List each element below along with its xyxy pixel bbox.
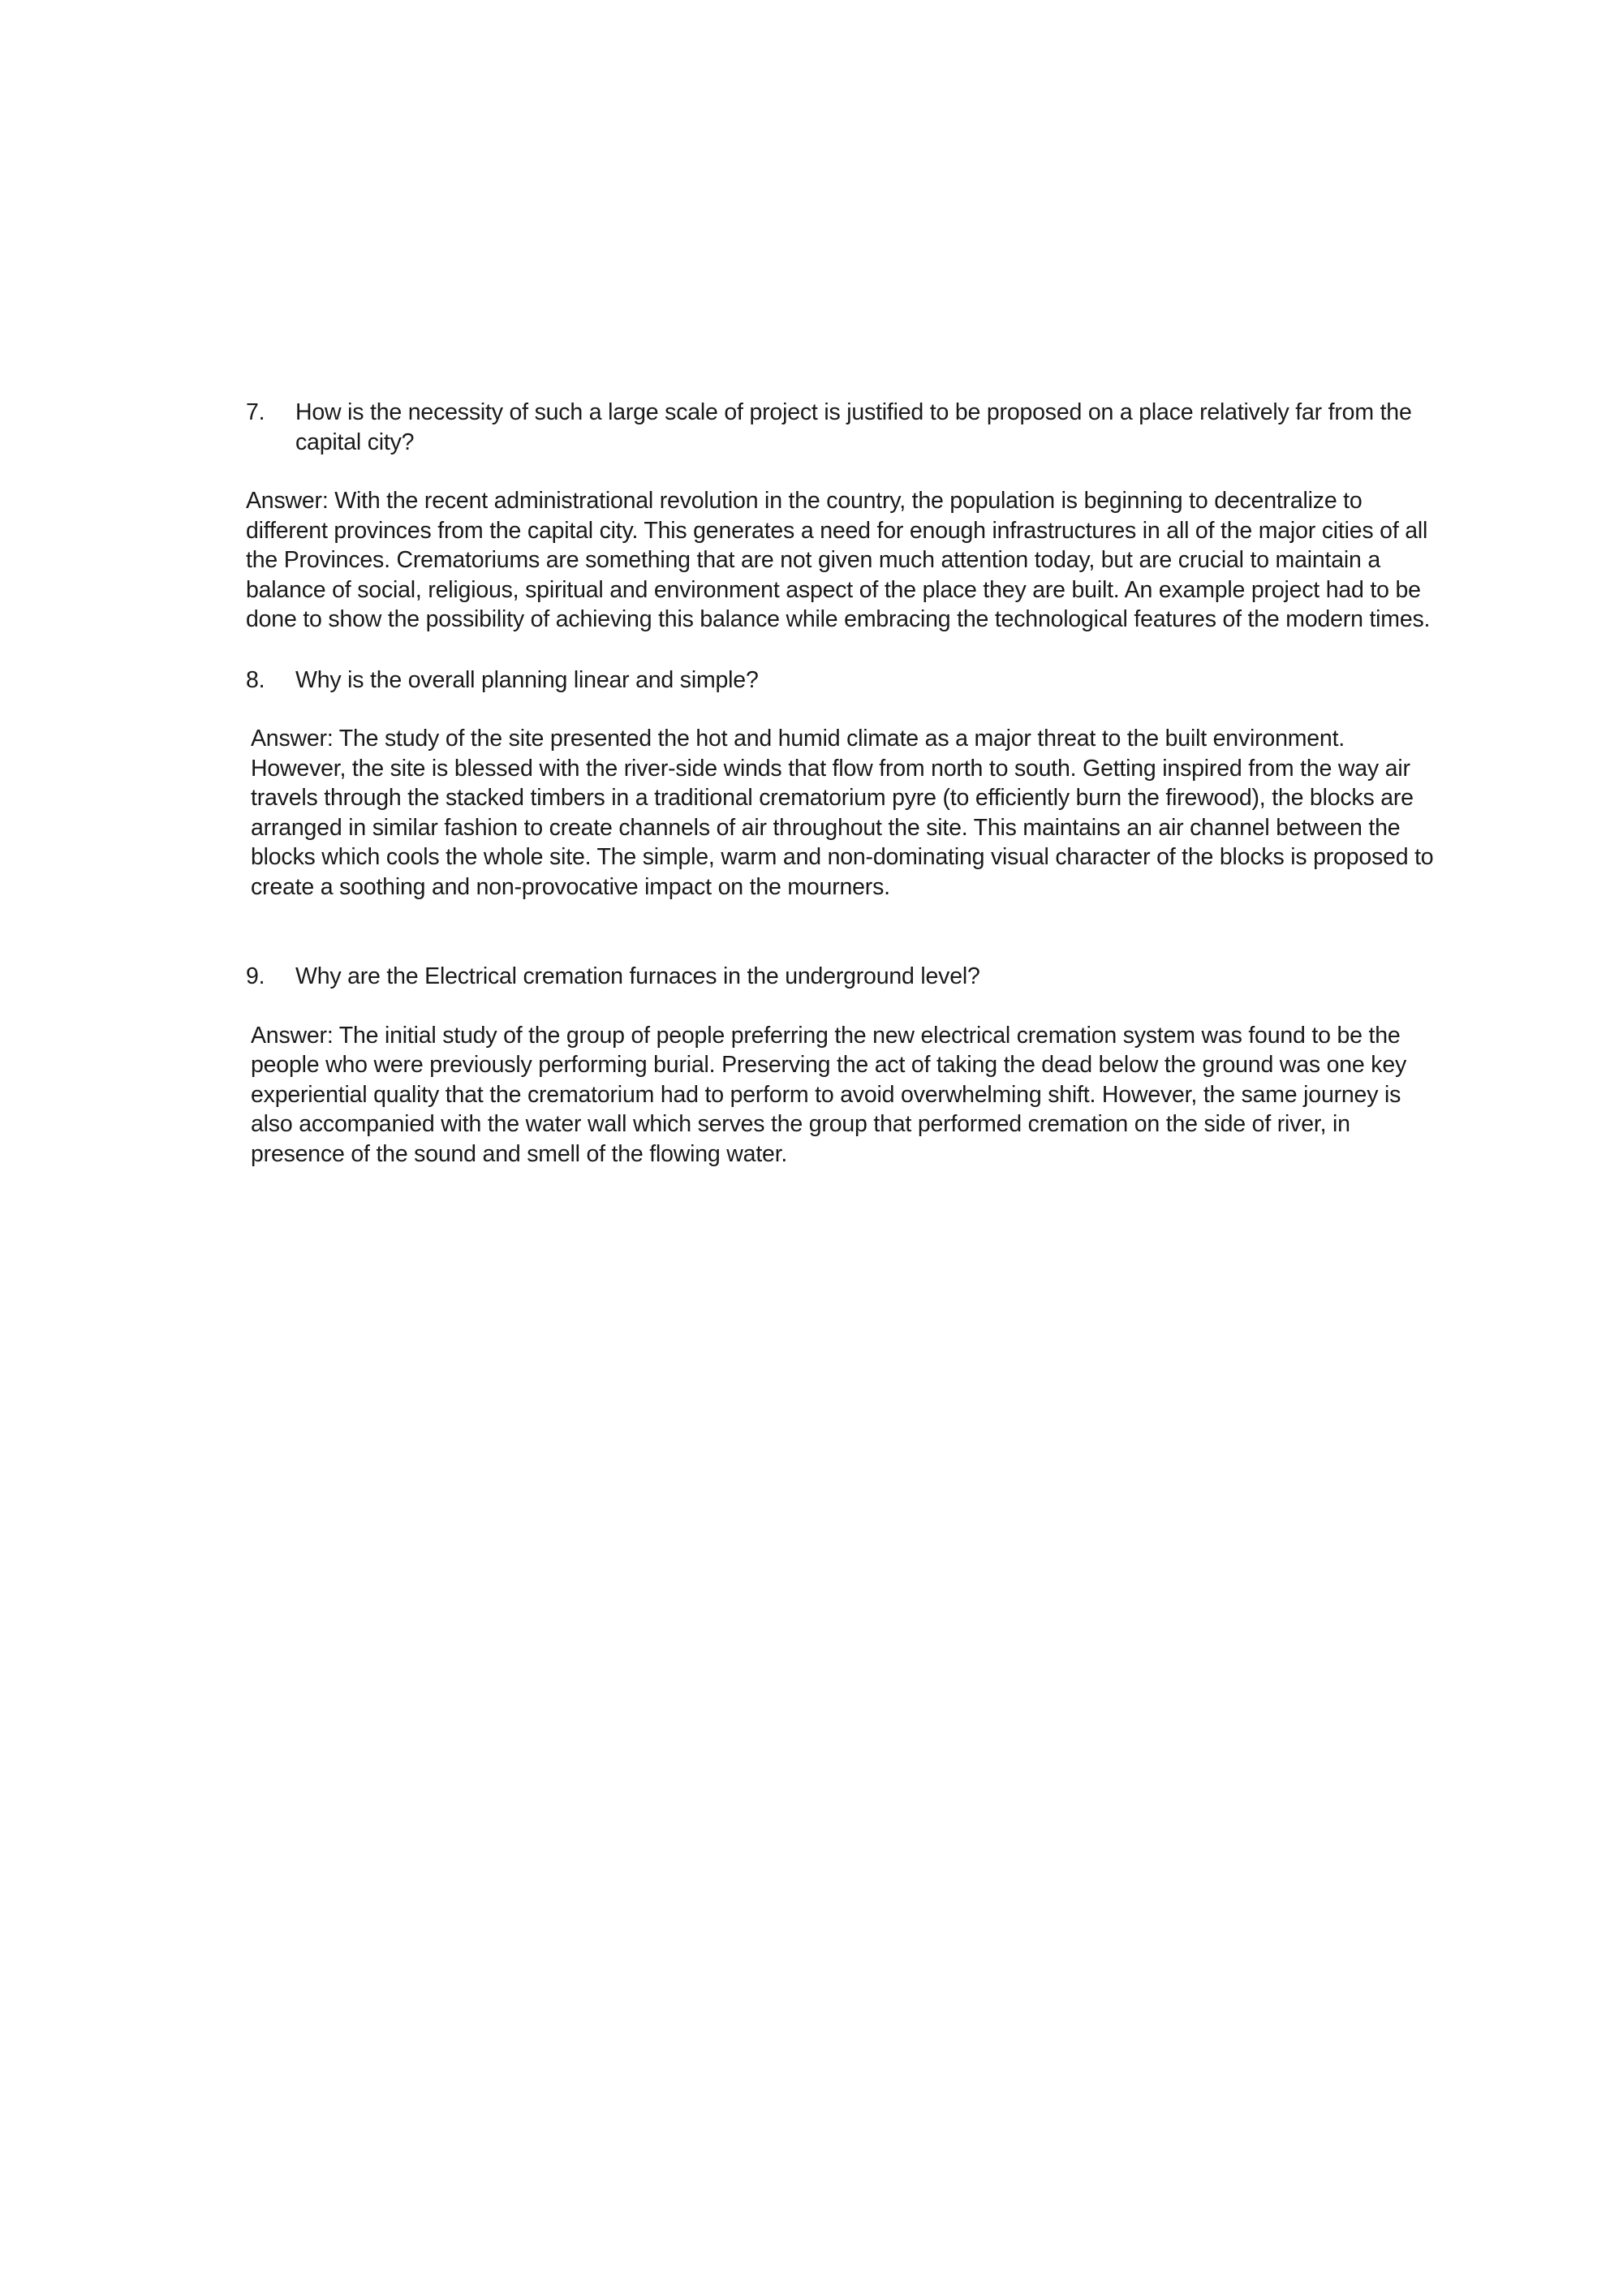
question-text: Why is the overall planning linear and simple? [295, 666, 759, 693]
answer-8: Answer: The study of the site presented the hot and humid climate as a major threat to the built environment. However, the site is blessed with the river-side winds that flow from north to south. Getting inspired from the way air travels through the stacked timbers in a traditional crematorium pyre (to efficiently burn the firewood), the blocks are arranged in similar fashion to create channels of air throughout the site. This maintains an air channel between the blocks which cools the whole site. The simple, warm and non-dominating visual character of the blocks is proposed to create a soothing and non-provocative impact on the mourners. [251, 726, 1434, 900]
answer-7: Answer: With the recent administrational revolution in the country, the population is beginning to decentralize to different provinces from the capital city. This generates a need for enough infrastructures in all of the major cities of all the Provinces. Crematoriums are something that are not given much attention today, but are crucial to maintain a balance of social, religious, spiritual and environment aspect of the place they are built. An example project had to be done to show the possibility of achieving this balance while embracing the technological features of the modern times. [246, 488, 1431, 632]
question-9 [246, 962, 1439, 992]
question-text: How is the necessity of such a large scale of project is justified to be proposed on a place relatively far from the capital city? [295, 399, 1412, 455]
question-text: Why are the Electrical cremation furnaces in the underground level? [295, 963, 980, 989]
answer-9: Answer: The initial study of the group of people preferring the new electrical cremation system was found to be the people who were previously performing burial. Preserving the act of taking the dead below the ground was one key experiential quality that the crematorium had to perform to avoid overwhelming shift. However, the same journey is also accompanied with the water wall which serves the group that performed cremation on the side of river, in presence of the sound and smell of the flowing water. [251, 1022, 1407, 1167]
question-7 [246, 398, 1439, 457]
question-number: 8. [246, 666, 265, 693]
document-body [246, 398, 1439, 1169]
question-8 [246, 666, 1439, 696]
question-number: 9. [246, 963, 265, 989]
question-number: 7. [246, 399, 265, 425]
